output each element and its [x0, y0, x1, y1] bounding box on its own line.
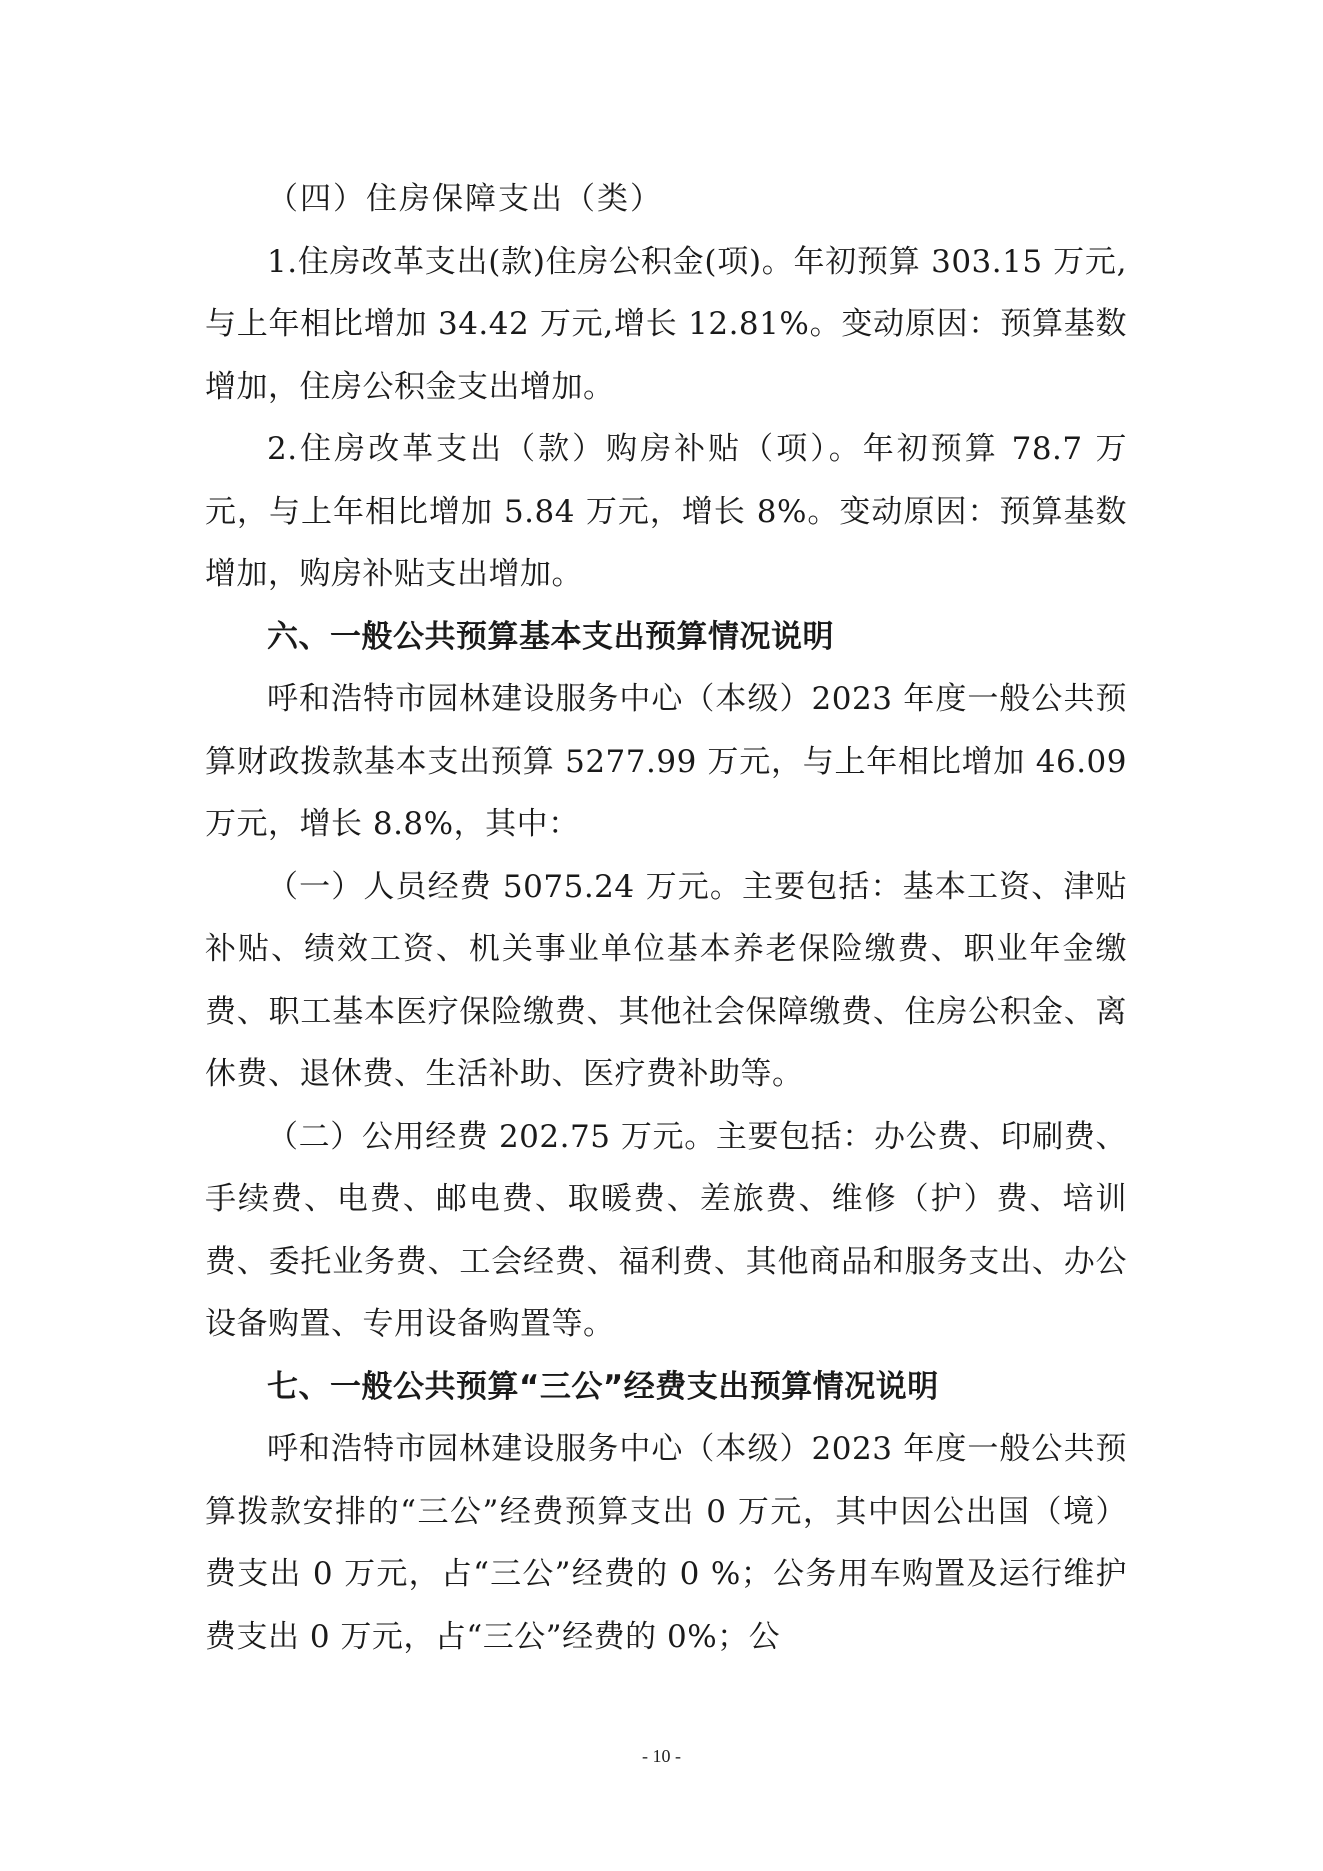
basic-expenditure-paragraph: 呼和浩特市园林建设服务中心（本级）2023 年度一般公共预算财政拨款基本支出预算 5277.99 万元，与上年相比增加 46.09 万元，增长 8.8%，其中：: [205, 681, 1127, 842]
three-public-paragraph: 呼和浩特市园林建设服务中心（本级）2023 年度一般公共预算拨款安排的“三公”经费预算支出 0 万元，其中因公出国（境）费支出 0 万元，占“三公”经费的 0 %；公务用车购置及运行维护费支出 0 万元，占“三公”经费的 0%；公: [205, 1431, 1127, 1655]
housing-fund-paragraph: 1.住房改革支出(款)住房公积金(项)。年初预算 303.15 万元,与上年相比增加 34.42 万元,增长 12.81%。变动原因：预算基数增加，住房公积金支出增加。: [205, 243, 1127, 405]
section-6-title: 六、一般公共预算基本支出预算情况说明: [267, 618, 834, 655]
personnel-expense-paragraph: （一）人员经费 5075.24 万元。主要包括：基本工资、津贴补贴、绩效工资、机关事业单位基本养老保险缴费、职业年金缴费、职工基本医疗保险缴费、其他社会保障缴费、住房公积金、离休费、退休费、生活补助、医疗费补助等。: [205, 868, 1127, 1092]
document-body: [205, 168, 1127, 1668]
section-4-housing-title: （四）住房保障支出（类）: [267, 181, 663, 217]
page-number: - 10 -: [642, 1746, 681, 1766]
housing-subsidy-paragraph: 2.住房改革支出（款）购房补贴（项）。年初预算 78.7 万元，与上年相比增加 5.84 万元，增长 8%。变动原因：预算基数增加，购房补贴支出增加。: [205, 431, 1127, 592]
section-7-title: 七、一般公共预算“三公”经费支出预算情况说明: [267, 1368, 939, 1405]
public-expense-paragraph: （二）公用经费 202.75 万元。主要包括：办公费、印刷费、手续费、电费、邮电费、取暖费、差旅费、维修（护）费、培训费、委托业务费、工会经费、福利费、其他商品和服务支出、办公设备购置、专用设备购置等。: [205, 1118, 1127, 1342]
